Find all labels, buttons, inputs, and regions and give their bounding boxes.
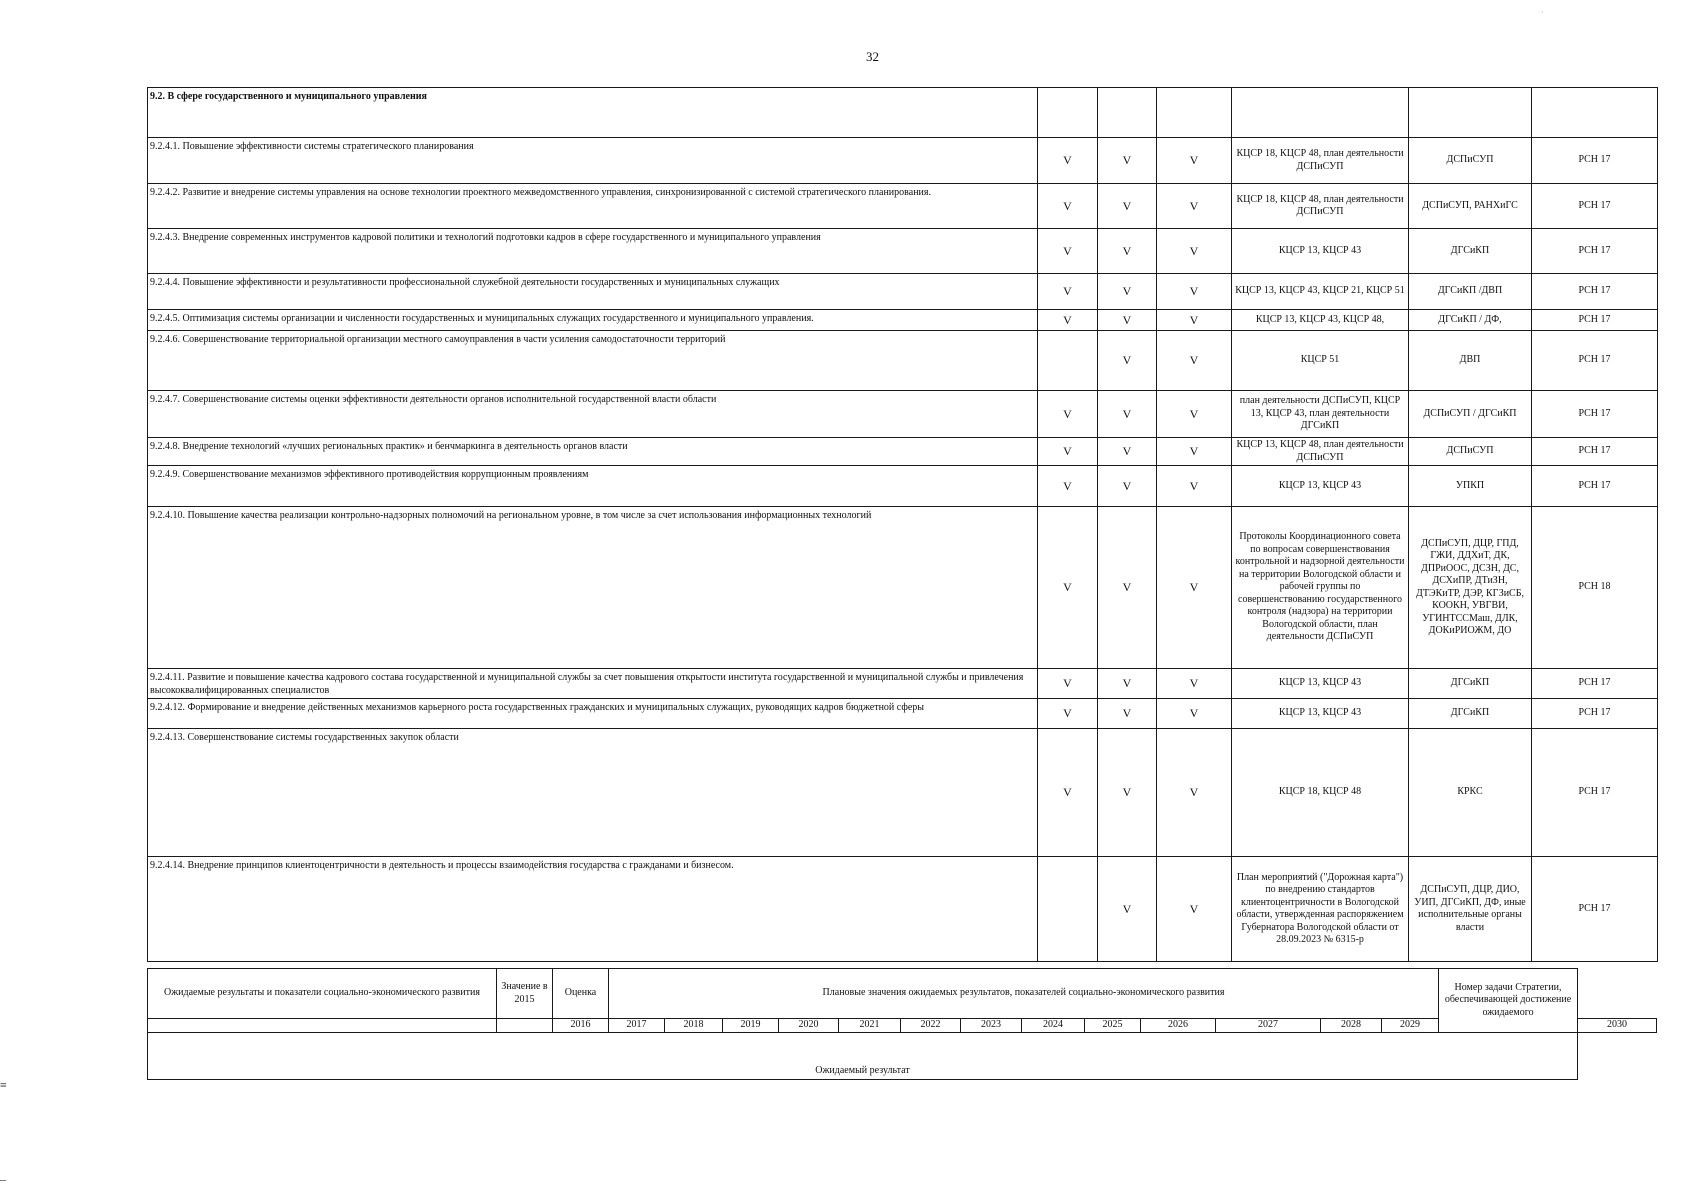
check-col-3: V bbox=[1157, 699, 1232, 729]
table-row bbox=[148, 507, 1658, 669]
check-col-2: V bbox=[1098, 391, 1157, 438]
table-row bbox=[148, 669, 1658, 699]
expected-result-row bbox=[148, 1032, 1657, 1079]
table-row bbox=[148, 274, 1658, 310]
empty-cell bbox=[1232, 88, 1409, 138]
check-col-1: V bbox=[1038, 229, 1098, 274]
value-2015-header: Значение в 2015 bbox=[497, 969, 553, 1019]
table-row bbox=[148, 857, 1658, 962]
responsible-body: ДСПиСУП / ДГСиКП bbox=[1409, 391, 1532, 438]
years-row bbox=[148, 1019, 1657, 1033]
check-col-1: V bbox=[1038, 729, 1098, 857]
source-document: Протоколы Координационного совета по вопросам совершенствования контрольной и надзорной деятельности на территории Вологодской области и рабочей группы по совершенствованию государственного контроля (надзора) на территории Вологодской области, план деятельности ДСПиСУП bbox=[1232, 507, 1409, 669]
year-cell: 2025 bbox=[1085, 1019, 1141, 1033]
empty-cell bbox=[1532, 88, 1658, 138]
year-cell: 2028 bbox=[1321, 1019, 1382, 1033]
table-row bbox=[148, 229, 1658, 274]
empty-cell bbox=[1157, 88, 1232, 138]
task-number: РСН 17 bbox=[1532, 669, 1658, 699]
table-row bbox=[148, 699, 1658, 729]
check-col-2: V bbox=[1098, 669, 1157, 699]
source-document: КЦСР 51 bbox=[1232, 331, 1409, 391]
expected-result-label: Ожидаемый результат bbox=[148, 1032, 1578, 1079]
source-document: КЦСР 13, КЦСР 43 bbox=[1232, 466, 1409, 507]
year-cell: 2029 bbox=[1382, 1019, 1439, 1033]
task-number: РСН 17 bbox=[1532, 466, 1658, 507]
empty-cell bbox=[148, 1019, 497, 1033]
year-cell: 2017 bbox=[609, 1019, 665, 1033]
source-document: КЦСР 13, КЦСР 43 bbox=[1232, 669, 1409, 699]
measure-description: 9.2.4.8. Внедрение технологий «лучших региональных практик» и бенчмаркинга в деятельность органов власти bbox=[148, 438, 1038, 466]
table-row bbox=[148, 438, 1658, 466]
margin-mark: – bbox=[0, 1172, 6, 1186]
check-col-1: V bbox=[1038, 466, 1098, 507]
check-col-1: V bbox=[1038, 274, 1098, 310]
source-document: КЦСР 13, КЦСР 43 bbox=[1232, 229, 1409, 274]
source-document: КЦСР 13, КЦСР 43, КЦСР 21, КЦСР 51 bbox=[1232, 274, 1409, 310]
responsible-body: ДСПиСУП, ДЦР, ГПД, ГЖИ, ДДХиТ, ДК, ДПРиООС, ДСЗН, ДС, ДСХиПР, ДТиЗН, ДТЭКиТР, ДЭР, КГЗиСБ, КООКН, УВГВИ, УГИНТССМаш, ДЛК, ДОКиРИОЖМ, ДО bbox=[1409, 507, 1532, 669]
source-document: КЦСР 18, КЦСР 48 bbox=[1232, 729, 1409, 857]
planned-values-header: Плановые значения ожидаемых результатов, показателей социально-экономического развития bbox=[609, 969, 1439, 1019]
margin-mark: ≡ bbox=[0, 1078, 7, 1092]
check-col-2: V bbox=[1098, 184, 1157, 229]
measure-description: 9.2.4.4. Повышение эффективности и результативности профессиональной служебной деятельности государственных и муниципальных служащих bbox=[148, 274, 1038, 310]
check-col-1: V bbox=[1038, 507, 1098, 669]
scan-speck: · bbox=[1541, 8, 1544, 17]
responsible-body: КРКС bbox=[1409, 729, 1532, 857]
responsible-body: ДГСиКП bbox=[1409, 229, 1532, 274]
source-document: КЦСР 13, КЦСР 43, КЦСР 48, bbox=[1232, 310, 1409, 331]
check-col-3: V bbox=[1157, 438, 1232, 466]
check-col-2: V bbox=[1098, 274, 1157, 310]
responsible-body: ДГСиКП bbox=[1409, 669, 1532, 699]
year-cell: 2026 bbox=[1141, 1019, 1216, 1033]
check-col-2: V bbox=[1098, 507, 1157, 669]
table-row bbox=[148, 138, 1658, 184]
check-col-2: V bbox=[1098, 466, 1157, 507]
task-number: РСН 17 bbox=[1532, 438, 1658, 466]
table-row bbox=[148, 466, 1658, 507]
year-cell: 2030 bbox=[1578, 1019, 1657, 1033]
year-cell: 2027 bbox=[1216, 1019, 1321, 1033]
check-col-3: V bbox=[1157, 729, 1232, 857]
task-number: РСН 18 bbox=[1532, 507, 1658, 669]
assessment-header: Оценка bbox=[553, 969, 609, 1019]
year-cell: 2018 bbox=[665, 1019, 723, 1033]
check-col-1 bbox=[1038, 331, 1098, 391]
task-number: РСН 17 bbox=[1532, 699, 1658, 729]
table-row bbox=[148, 184, 1658, 229]
check-col-1: V bbox=[1038, 438, 1098, 466]
task-number: РСН 17 bbox=[1532, 391, 1658, 438]
task-number: РСН 17 bbox=[1532, 274, 1658, 310]
check-col-1: V bbox=[1038, 699, 1098, 729]
source-document: КЦСР 18, КЦСР 48, план деятельности ДСПиСУП bbox=[1232, 184, 1409, 229]
indicators-header: Ожидаемые результаты и показатели социально-экономического развития bbox=[148, 969, 497, 1019]
check-col-3: V bbox=[1157, 274, 1232, 310]
page-number: 32 bbox=[866, 49, 879, 64]
measure-description: 9.2.4.5. Оптимизация системы организации и численности государственных и муниципальных служащих государственного и муниципального управления. bbox=[148, 310, 1038, 331]
task-number: РСН 17 bbox=[1532, 184, 1658, 229]
year-cell: 2024 bbox=[1022, 1019, 1085, 1033]
measure-description: 9.2.4.13. Совершенствование системы государственных закупок области bbox=[148, 729, 1038, 857]
responsible-body: УПКП bbox=[1409, 466, 1532, 507]
table-row bbox=[148, 331, 1658, 391]
responsible-body: ДГСиКП bbox=[1409, 699, 1532, 729]
check-col-1: V bbox=[1038, 138, 1098, 184]
section-title: 9.2. В сфере государственного и муниципального управления bbox=[148, 88, 1038, 138]
measure-description: 9.2.4.6. Совершенствование территориальной организации местного самоуправления в части усиления самодостаточности территорий bbox=[148, 331, 1038, 391]
year-cell: 2020 bbox=[779, 1019, 839, 1033]
empty-cell bbox=[497, 1019, 553, 1033]
check-col-3: V bbox=[1157, 331, 1232, 391]
measure-description: 9.2.4.7. Совершенствование системы оценки эффективности деятельности органов исполнительной государственной власти области bbox=[148, 391, 1038, 438]
responsible-body: ДГСиКП /ДВП bbox=[1409, 274, 1532, 310]
measure-description: 9.2.4.1. Повышение эффективности системы стратегического планирования bbox=[148, 138, 1038, 184]
table-row bbox=[148, 391, 1658, 438]
source-document: КЦСР 18, КЦСР 48, план деятельности ДСПиСУП bbox=[1232, 138, 1409, 184]
plan-table bbox=[147, 87, 1658, 962]
task-number: РСН 17 bbox=[1532, 331, 1658, 391]
check-col-3: V bbox=[1157, 669, 1232, 699]
measure-description: 9.2.4.10. Повышение качества реализации контрольно-надзорных полномочий на региональном уровне, в том числе за счет использования информационных технологий bbox=[148, 507, 1038, 669]
check-col-1: V bbox=[1038, 391, 1098, 438]
responsible-body: ДСПиСУП bbox=[1409, 438, 1532, 466]
check-col-1: V bbox=[1038, 184, 1098, 229]
check-col-1 bbox=[1038, 857, 1098, 962]
measure-description: 9.2.4.2. Развитие и внедрение системы управления на основе технологии проектного межведомственного управления, синхронизированной с системой стратегического планирования. bbox=[148, 184, 1038, 229]
task-number-header: Номер задачи Стратегии, обеспечивающей достижение ожидаемого bbox=[1439, 969, 1578, 1033]
check-col-2: V bbox=[1098, 729, 1157, 857]
check-col-3: V bbox=[1157, 229, 1232, 274]
task-number: РСН 17 bbox=[1532, 857, 1658, 962]
table-row bbox=[148, 310, 1658, 331]
task-number: РСН 17 bbox=[1532, 229, 1658, 274]
check-col-3: V bbox=[1157, 184, 1232, 229]
measure-description: 9.2.4.11. Развитие и повышение качества кадрового состава государственной и муниципальной службы за счет повышения открытости института государственной и муниципальной службы и привлечения высококвалифицированных специалистов bbox=[148, 669, 1038, 699]
responsible-body: ДСПиСУП, ДЦР, ДИО, УИП, ДГСиКП, ДФ, иные исполнительные органы власти bbox=[1409, 857, 1532, 962]
task-number: РСН 17 bbox=[1532, 138, 1658, 184]
source-document: план деятельности ДСПиСУП, КЦСР 13, КЦСР 43, план деятельности ДГСиКП bbox=[1232, 391, 1409, 438]
responsible-body: ДВП bbox=[1409, 331, 1532, 391]
check-col-3: V bbox=[1157, 391, 1232, 438]
year-cell: 2022 bbox=[901, 1019, 961, 1033]
check-col-3: V bbox=[1157, 507, 1232, 669]
check-col-3: V bbox=[1157, 138, 1232, 184]
check-col-3: V bbox=[1157, 310, 1232, 331]
empty-cell bbox=[1409, 88, 1532, 138]
source-document: КЦСР 13, КЦСР 43 bbox=[1232, 699, 1409, 729]
check-col-3: V bbox=[1157, 466, 1232, 507]
source-document: План мероприятий ("Дорожная карта") по внедрению стандартов клиентоцентричности в Вологодской области, утвержденная распоряжением Губернатора Вологодской области от 28.09.2023 № 6315-р bbox=[1232, 857, 1409, 962]
responsible-body: ДСПиСУП bbox=[1409, 138, 1532, 184]
task-number: РСН 17 bbox=[1532, 310, 1658, 331]
check-col-2: V bbox=[1098, 229, 1157, 274]
year-cell: 2023 bbox=[961, 1019, 1022, 1033]
measure-description: 9.2.4.3. Внедрение современных инструментов кадровой политики и технологий подготовки кадров в сфере государственного и муниципального управления bbox=[148, 229, 1038, 274]
check-col-2: V bbox=[1098, 699, 1157, 729]
empty-cell bbox=[1038, 88, 1098, 138]
year-cell: 2019 bbox=[723, 1019, 779, 1033]
table-row bbox=[148, 729, 1658, 857]
check-col-2: V bbox=[1098, 438, 1157, 466]
results-table bbox=[147, 968, 1657, 1080]
year-cell: 2016 bbox=[553, 1019, 609, 1033]
check-col-1: V bbox=[1038, 310, 1098, 331]
responsible-body: ДСПиСУП, РАНХиГС bbox=[1409, 184, 1532, 229]
check-col-3: V bbox=[1157, 857, 1232, 962]
check-col-2: V bbox=[1098, 331, 1157, 391]
measure-description: 9.2.4.9. Совершенствование механизмов эффективного противодействия коррупционным проявлениям bbox=[148, 466, 1038, 507]
responsible-body: ДГСиКП / ДФ, bbox=[1409, 310, 1532, 331]
year-cell: 2021 bbox=[839, 1019, 901, 1033]
check-col-1: V bbox=[1038, 669, 1098, 699]
check-col-2: V bbox=[1098, 138, 1157, 184]
task-number: РСН 17 bbox=[1532, 729, 1658, 857]
results-header-row bbox=[148, 969, 1657, 1019]
empty-cell bbox=[1098, 88, 1157, 138]
measure-description: 9.2.4.12. Формирование и внедрение действенных механизмов карьерного роста государственных гражданских и муниципальных служащих, руководящих кадров бюджетной сферы bbox=[148, 699, 1038, 729]
measure-description: 9.2.4.14. Внедрение принципов клиентоцентричности в деятельность и процессы взаимодействия государства с гражданами и бизнесом. bbox=[148, 857, 1038, 962]
section-row bbox=[148, 88, 1658, 138]
source-document: КЦСР 13, КЦСР 48, план деятельности ДСПиСУП bbox=[1232, 438, 1409, 466]
check-col-2: V bbox=[1098, 310, 1157, 331]
check-col-2: V bbox=[1098, 857, 1157, 962]
